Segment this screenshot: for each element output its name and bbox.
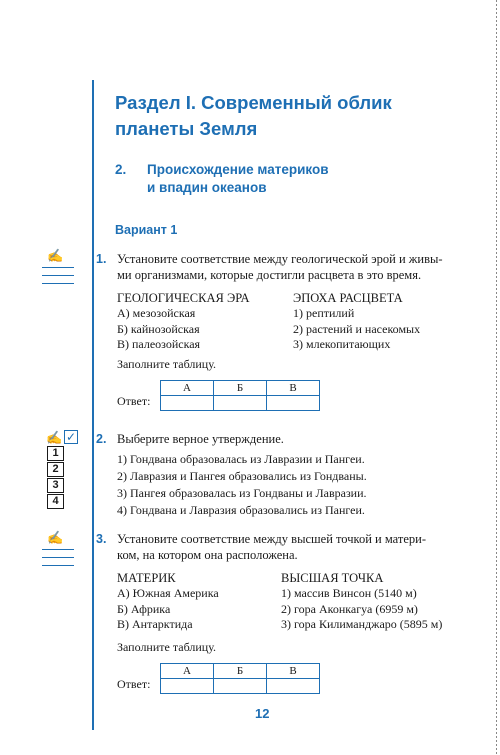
task2-question: Выберите верное утверждение.: [117, 432, 284, 446]
subsection-title-line1: Происхождение материков: [147, 162, 329, 177]
list-item: 2) гора Аконкагуа (6959 м): [281, 601, 418, 616]
subsection-title: [147, 161, 329, 197]
task1-number: 1.: [96, 252, 107, 266]
task3-text: [117, 531, 487, 563]
task1-line1: Установите соответствие между геологической эрой и живы-: [117, 252, 443, 266]
margin-rule: [92, 80, 94, 730]
list-item: 2) растений и насекомых: [293, 321, 421, 336]
task3-answer-table: [160, 663, 320, 694]
answer-lines: [42, 549, 74, 573]
table-header: А: [161, 381, 214, 396]
answer-lines: [42, 267, 74, 291]
option-3: 3) Пангея образовалась из Гондваны и Лавразии.: [117, 486, 367, 500]
pencil-icon: ✍: [47, 248, 64, 263]
task2-number: 2.: [96, 432, 107, 446]
page-edge-dashes: [496, 0, 497, 755]
list-item: А) Южная Америка: [117, 586, 219, 600]
answer-cell-b[interactable]: [214, 396, 267, 411]
table-header: Б: [214, 664, 267, 679]
pencil-icon: ✍: [47, 530, 64, 545]
table-header: Б: [214, 381, 267, 396]
answer-checkbox-4[interactable]: 4: [47, 494, 64, 509]
list-item: Б) кайнозойская: [117, 321, 200, 336]
list-item: 3) гора Килиманджаро (5895 м): [281, 617, 443, 631]
task1-line2: ми организмами, которые достигли расцвета в это время.: [117, 268, 422, 282]
task3-line1: Установите соответствие между высшей точкой и матери-: [117, 532, 426, 546]
task2-options: [117, 452, 367, 519]
answer-checkbox-1[interactable]: 1: [47, 446, 64, 461]
subsection-title-line2: и впадин океанов: [147, 180, 267, 195]
task3-col2: [281, 586, 442, 633]
task3-col1-header: МАТЕРИК: [117, 571, 176, 585]
task3-col1: [117, 586, 219, 633]
section-title: [115, 90, 392, 142]
section-title-line2: планеты Земля: [115, 118, 258, 139]
task3-col2-header: ВЫСШАЯ ТОЧКА: [281, 571, 384, 585]
task3-answer-label: Ответ:: [117, 677, 151, 691]
task1-answer-label: Ответ:: [117, 394, 151, 408]
answer-cell-b[interactable]: [214, 679, 267, 694]
task1-col2: [293, 306, 420, 353]
table-header: В: [267, 664, 320, 679]
list-item: А) мезозойская: [117, 306, 196, 320]
answer-checkbox-2[interactable]: 2: [47, 462, 64, 477]
answer-cell-a[interactable]: [161, 396, 214, 411]
task3-line2: ком, на котором она расположена.: [117, 548, 298, 562]
pencil-icon: ✍: [46, 430, 63, 445]
task1-fill-instruction: Заполните таблицу.: [117, 357, 216, 371]
task1-text: [117, 251, 487, 283]
table-header: В: [267, 381, 320, 396]
subsection-number: 2.: [115, 162, 127, 177]
variant-heading: Вариант 1: [115, 223, 178, 237]
task1-col1: [117, 306, 200, 353]
list-item: 3) млекопитающих: [293, 337, 391, 351]
list-item: 1) рептилий: [293, 306, 355, 320]
list-item: В) Антарктида: [117, 617, 193, 631]
table-header: А: [161, 664, 214, 679]
answer-checkbox-3[interactable]: 3: [47, 478, 64, 493]
page-number: 12: [255, 706, 270, 721]
list-item: В) палеозойская: [117, 337, 201, 351]
section-title-line1: Раздел I. Современный облик: [115, 92, 392, 113]
answer-cell-c[interactable]: [267, 396, 320, 411]
task1-col1-header: ГЕОЛОГИЧЕСКАЯ ЭРА: [117, 291, 250, 305]
answer-cell-a[interactable]: [161, 679, 214, 694]
answer-cell-c[interactable]: [267, 679, 320, 694]
task1-col2-header: ЭПОХА РАСЦВЕТА: [293, 291, 403, 305]
task3-fill-instruction: Заполните таблицу.: [117, 640, 216, 654]
task3-number: 3.: [96, 532, 107, 546]
list-item: 1) массив Винсон (5140 м): [281, 586, 417, 600]
option-1: 1) Гондвана образовалась из Лавразии и Пангеи.: [117, 452, 365, 466]
checkmark-icon: ✓: [65, 430, 77, 444]
option-4: 4) Гондвана и Лавразия образовались из Пангеи.: [117, 503, 365, 517]
list-item: Б) Африка: [117, 601, 171, 616]
option-2: 2) Лавразия и Пангея образовались из Гондваны.: [117, 469, 367, 483]
task1-answer-table: [160, 380, 320, 411]
